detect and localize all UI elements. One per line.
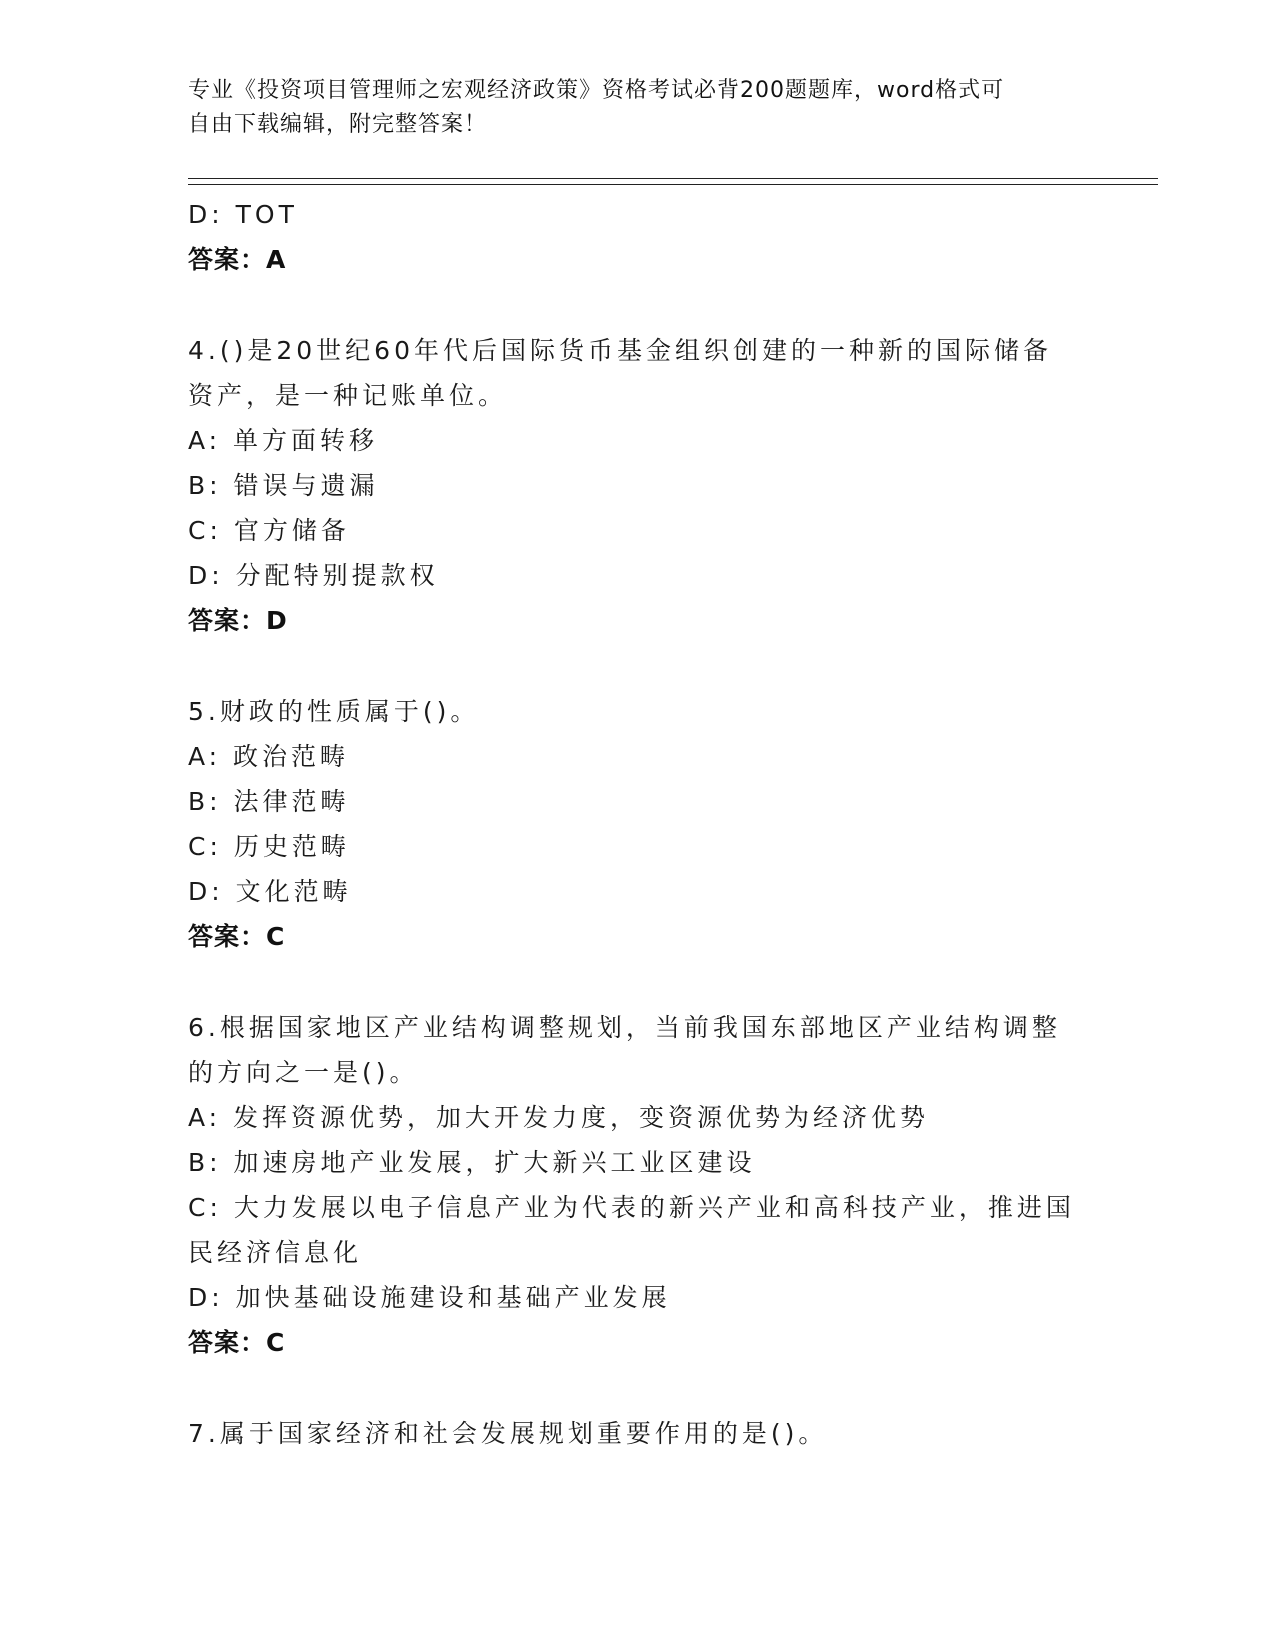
question-4 [188,328,1088,643]
document-header [188,74,1078,142]
q5-option-b: B: 法律范畴 [188,787,350,816]
q4-option-d: D: 分配特别提款权 [188,561,439,590]
q3-answer: 答案：A [188,245,287,274]
q4-stem-line-2: 资产，是一种记账单位。 [188,381,508,410]
q4-answer: 答案：D [188,606,288,635]
q6-option-b: B: 加速房地产业发展，扩大新兴工业区建设 [188,1148,756,1177]
header-divider-top [188,178,1158,179]
q6-option-c-line-1: C: 大力发展以电子信息产业为代表的新兴产业和高科技产业，推进国 [188,1193,1075,1222]
question-6 [188,1005,1088,1365]
q5-option-a: A: 政治范畴 [188,742,350,771]
spacer [188,643,1088,689]
header-line-2: 自由下载编辑，附完整答案！ [188,112,488,137]
spacer [188,959,1088,1005]
q5-answer: 答案：C [188,922,286,951]
question-content [188,192,1088,1456]
q3-option-d: D: TOT [188,200,298,229]
spacer [188,282,1088,328]
q6-stem-line-1: 6.根据国家地区产业结构调整规划，当前我国东部地区产业结构调整 [188,1013,1061,1042]
q7-stem: 7.属于国家经济和社会发展规划重要作用的是()。 [188,1419,828,1448]
q4-option-a: A: 单方面转移 [188,426,379,455]
q5-option-d: D: 文化范畴 [188,877,352,906]
q5-stem: 5.财政的性质属于()。 [188,697,480,726]
question-5 [188,689,1088,959]
q6-option-a: A: 发挥资源优势，加大开发力度，变资源优势为经济优势 [188,1103,930,1132]
q4-option-c: C: 官方储备 [188,516,350,545]
q6-stem-line-2: 的方向之一是()。 [188,1058,419,1087]
spacer [188,1365,1088,1411]
q6-option-c-line-2: 民经济信息化 [188,1238,363,1267]
q4-stem-line-1: 4.()是20世纪60年代后国际货币基金组织创建的一种新的国际储备 [188,336,1052,365]
question-7 [188,1411,1088,1456]
q6-option-d: D: 加快基础设施建设和基础产业发展 [188,1283,671,1312]
q4-option-b: B: 错误与遗漏 [188,471,379,500]
header-line-1: 专业《投资项目管理师之宏观经济政策》资格考试必背200题题库，word格式可 [188,78,1005,103]
header-divider-bottom [188,184,1158,185]
q6-answer: 答案：C [188,1328,286,1357]
q5-option-c: C: 历史范畴 [188,832,350,861]
